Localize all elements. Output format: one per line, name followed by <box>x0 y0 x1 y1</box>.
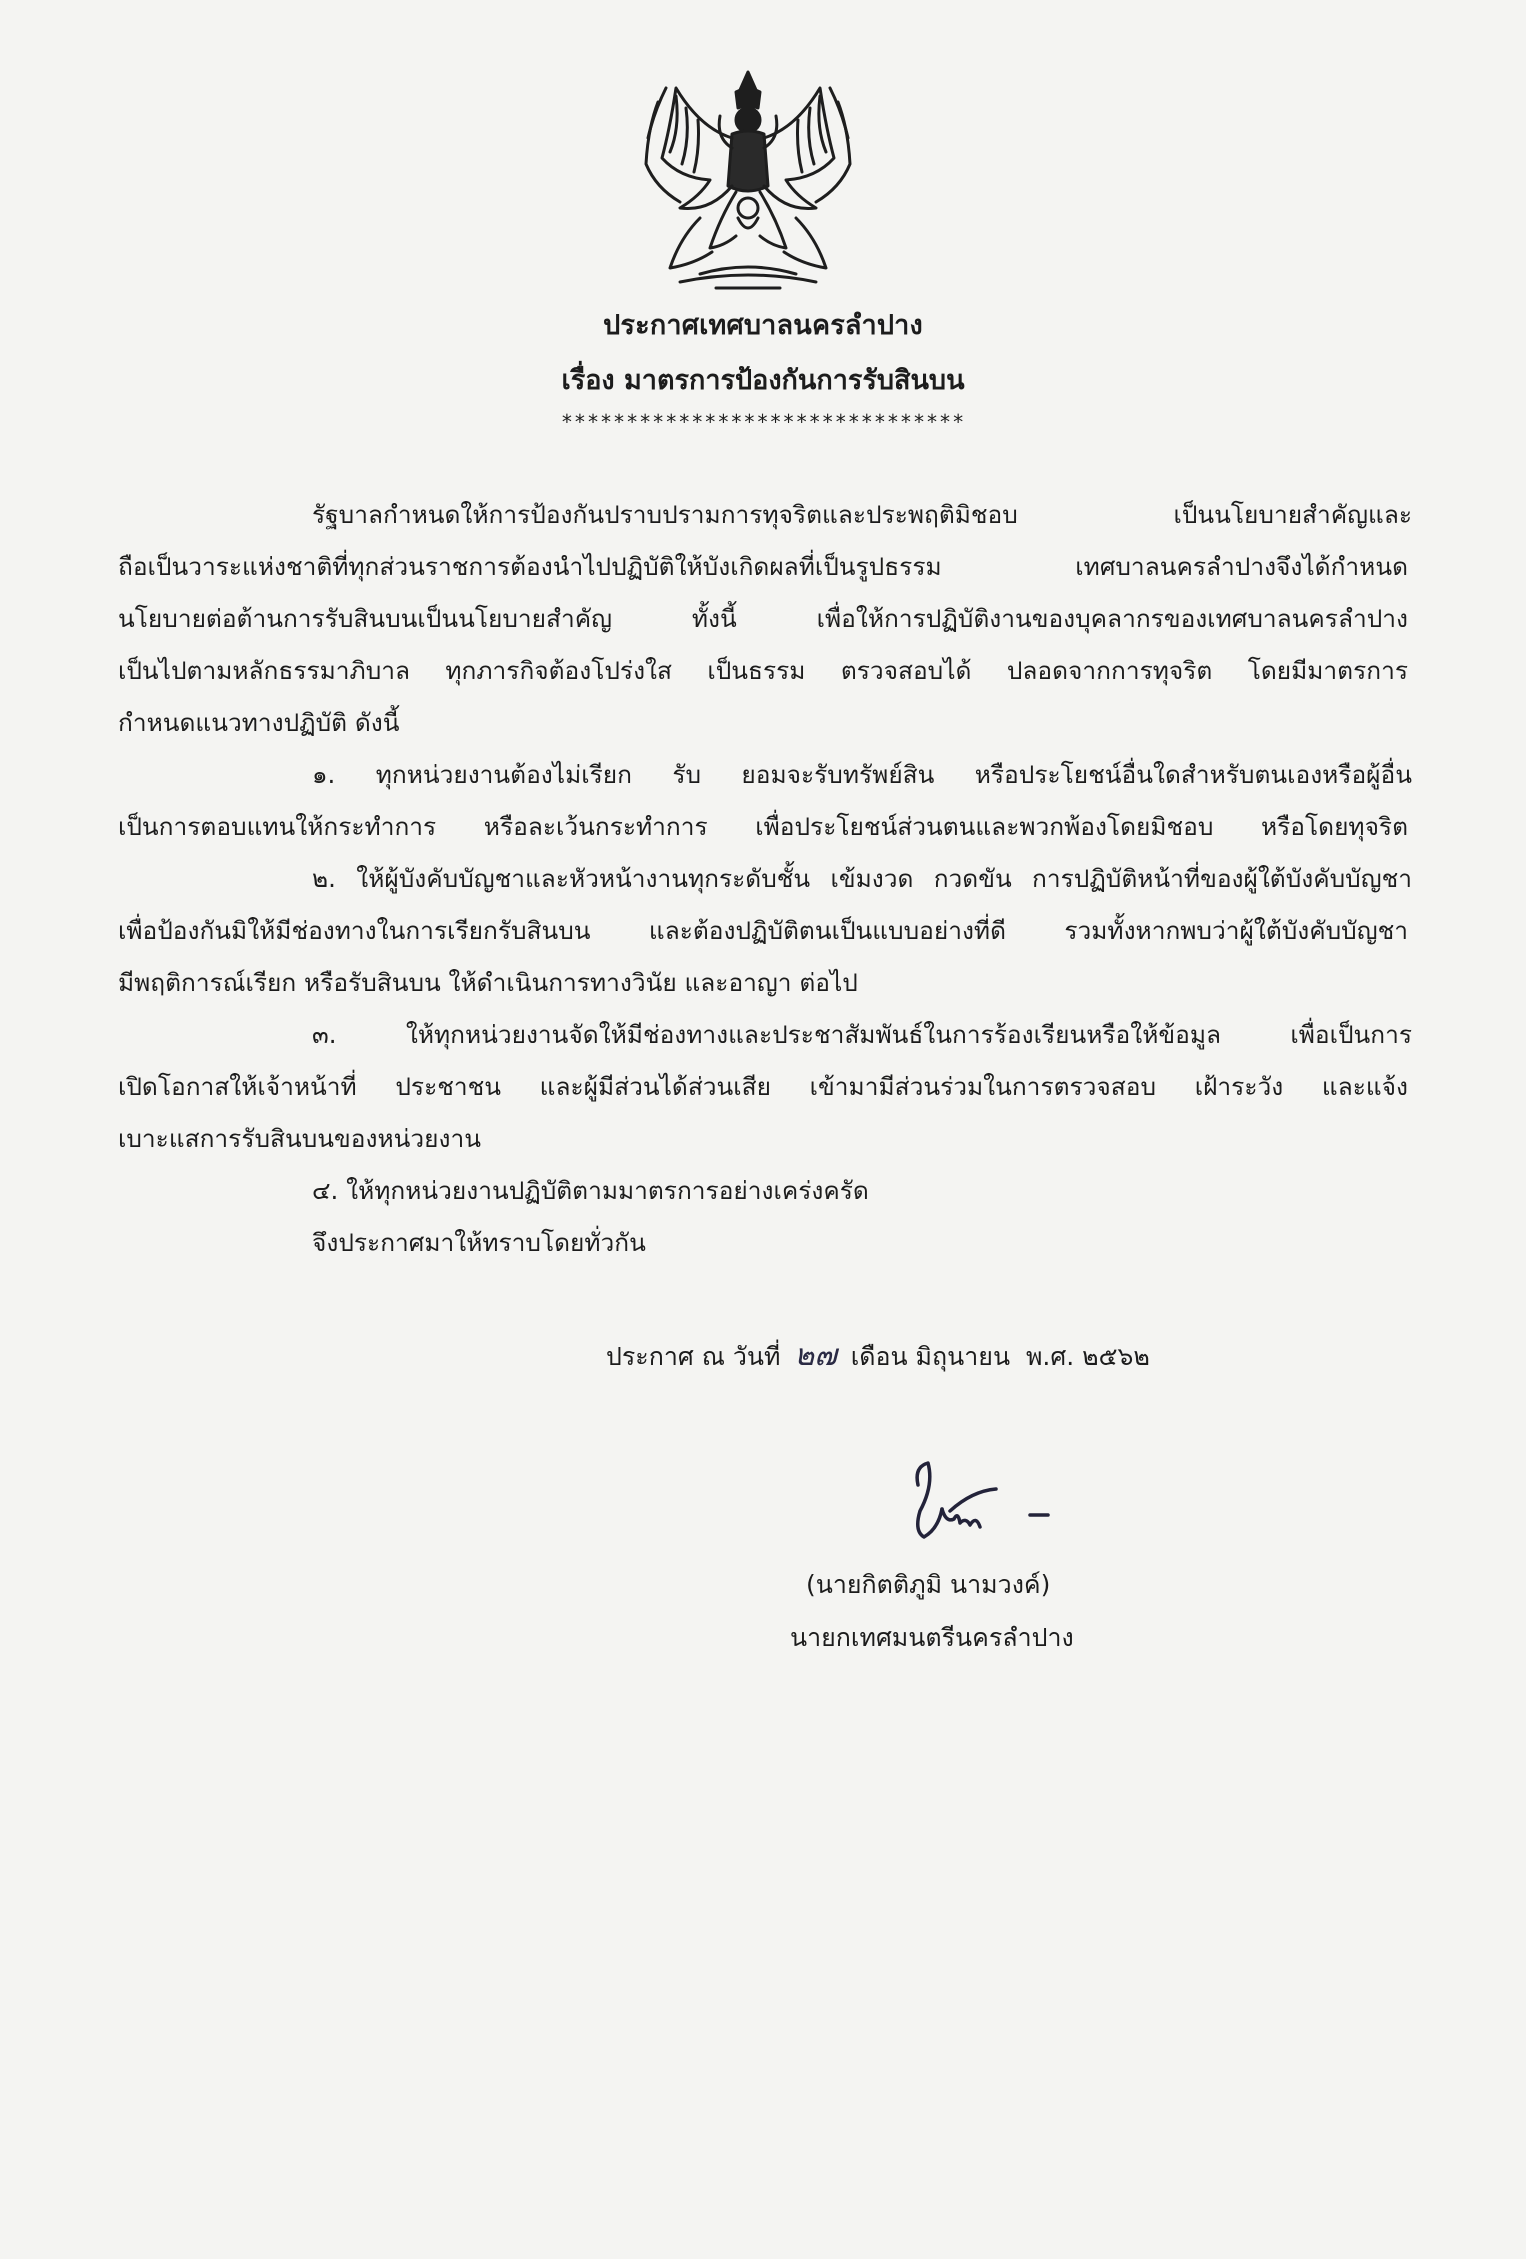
date-prefix: ประกาศ ณ วันที่ <box>606 1342 781 1371</box>
date-year: พ.ศ. ๒๕๖๒ <box>1025 1342 1150 1371</box>
clause-3: ๓. ให้ทุกหน่วยงานจัดให้มีช่องทางและประชาสัมพันธ์ในการร้องเรียนหรือให้ข้อมูล เพื่อเป็นการ <box>312 1020 1412 1049</box>
date-month: เดือน มิถุนายน <box>850 1342 1011 1371</box>
body-line: เป็นไปตามหลักธรรมาภิบาล ทุกภารกิจต้องโปร่งใส เป็นธรรม ตรวจสอบได้ ปลอดจากการทุจริต โดยมีมาตรการ <box>118 656 1408 685</box>
clause-2-cont: เพื่อป้องกันมิให้มีช่องทางในการเรียกรับสินบน และต้องปฏิบัติตนเป็นแบบอย่างที่ดี รวมทั้งหากพบว่าผู้ใต้บังคับบัญชา <box>118 916 1408 945</box>
closing-line: จึงประกาศมาให้ทราบโดยทั่วกัน <box>312 1228 646 1257</box>
garuda-emblem-icon <box>640 68 856 296</box>
handwritten-signature <box>880 1445 1080 1555</box>
clause-3-cont: เบาะแสการรับสินบนของหน่วยงาน <box>118 1124 481 1153</box>
signatory-name: (นายกิตติภูมิ นามวงค์) <box>806 1570 1051 1599</box>
announcement-date <box>606 1332 1150 1379</box>
body-line: รัฐบาลกำหนดให้การป้องกันปราบปรามการทุจริตและประพฤติมิชอบ เป็นนโยบายสำคัญและ <box>312 500 1412 529</box>
body-line: กำหนดแนวทางปฏิบัติ ดังนี้ <box>118 708 400 737</box>
clause-3-cont: เปิดโอกาสให้เจ้าหน้าที่ ประชาชน และผู้มีส่วนได้ส่วนเสีย เข้ามามีส่วนร่วมในการตรวจสอบ เฝ้าระวัง และแจ้ง <box>118 1072 1408 1101</box>
clause-2-cont: มีพฤติการณ์เรียก หรือรับสินบน ให้ดำเนินการทางวินัย และอาญา ต่อไป <box>118 968 858 997</box>
body-line: นโยบายต่อต้านการรับสินบนเป็นนโยบายสำคัญ ทั้งนี้ เพื่อให้การปฏิบัติงานของบุคลากรของเทศบาลนครลำปาง <box>118 604 1408 633</box>
date-day: ๒๗ <box>794 1338 837 1373</box>
clause-1: ๑. ทุกหน่วยงานต้องไม่เรียก รับ ยอมจะรับทรัพย์สิน หรือประโยชน์อื่นใดสำหรับตนเองหรือผู้อื่น <box>312 760 1412 789</box>
separator: ******************************* <box>560 410 966 434</box>
announcement-subject: เรื่อง มาตรการป้องกันการรับสินบน <box>561 365 965 396</box>
clause-2: ๒. ให้ผู้บังคับบัญชาและหัวหน้างานทุกระดับชั้น เข้มงวด กวดขัน การปฏิบัติหน้าที่ของผู้ใต้บังคับบัญชา <box>312 864 1412 893</box>
announcement-title: ประกาศเทศบาลนครลำปาง <box>603 310 923 341</box>
signatory-position: นายกเทศมนตรีนครลำปาง <box>790 1623 1074 1652</box>
clause-4: ๔. ให้ทุกหน่วยงานปฏิบัติตามมาตรการอย่างเคร่งครัด <box>312 1176 869 1205</box>
body-line: ถือเป็นวาระแห่งชาติที่ทุกส่วนราชการต้องนำไปปฏิบัติให้บังเกิดผลที่เป็นรูปธรรม เทศบาลนครลำปางจึงได้กำหนด <box>118 552 1408 581</box>
clause-1-cont: เป็นการตอบแทนให้กระทำการ หรือละเว้นกระทำการ เพื่อประโยชน์ส่วนตนและพวกพ้องโดยมิชอบ หรือโดยทุจริต <box>118 812 1408 841</box>
